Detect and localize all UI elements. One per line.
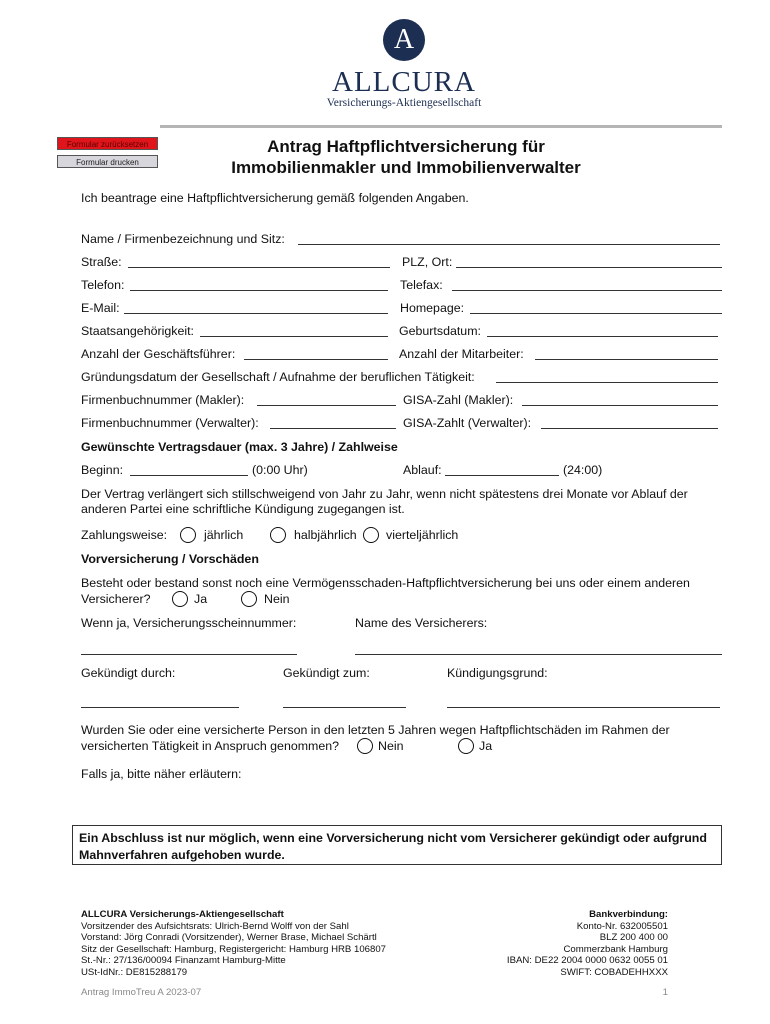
bank-line: SWIFT: COBADEHHXXX xyxy=(560,966,668,978)
schaden-question-line1: Wurden Sie oder eine versicherte Person in den letzten 5 Jahren wegen Haftpflichtschäden im Rahmen der xyxy=(81,723,670,737)
ablauf-time: (24:00) xyxy=(563,463,603,477)
schaden-nein-radio[interactable] xyxy=(357,738,373,754)
kuendigungsgrund-label: Kündigungsgrund: xyxy=(447,666,548,680)
logo-brand: ALLCURA xyxy=(332,66,476,98)
gisa-makler-field[interactable] xyxy=(522,405,718,406)
mitarbeiter-label: Anzahl der Mitarbeiter: xyxy=(399,347,524,361)
telefax-field[interactable] xyxy=(452,290,722,291)
header-divider xyxy=(160,125,722,128)
zahlweise-label: Zahlungsweise: xyxy=(81,528,168,542)
beginn-time: (0:00 Uhr) xyxy=(252,463,308,477)
vorversicherung-nein-label: Nein xyxy=(264,592,290,606)
kuendigungsgrund-field[interactable] xyxy=(447,707,720,708)
vorversicherung-question-line2: Versicherer? xyxy=(81,592,151,606)
schaden-nein-label: Nein xyxy=(378,739,404,753)
gruendung-label: Gründungsdatum der Gesellschaft / Aufnahme der beruflichen Tätigkeit: xyxy=(81,370,475,384)
bank-line: IBAN: DE22 2004 0000 0632 0055 01 xyxy=(506,955,668,967)
notice-box: Ein Abschluss ist nur möglich, wenn eine Vorversicherung nicht vom Versicherer gekündigt oder aufgrund Mahnverfahren aufgehoben wurde. xyxy=(72,825,722,865)
gisa-makler-label: GISA-Zahl (Makler): xyxy=(403,393,514,407)
intro-text: Ich beantrage eine Haftpflichtversicherung gemäß folgenden Angaben. xyxy=(81,191,469,205)
bank-line: Konto-Nr. 632005501 xyxy=(576,920,668,932)
plz-ort-field[interactable] xyxy=(456,267,722,268)
footer-line: USt-IdNr.: DE815288179 xyxy=(81,966,188,978)
strasse-label: Straße: xyxy=(81,255,122,269)
falls-ja-label: Falls ja, bitte näher erläutern: xyxy=(81,767,242,781)
jaehrlich-label: jährlich xyxy=(204,528,244,542)
mitarbeiter-field[interactable] xyxy=(535,359,718,360)
vorversicherung-heading: Vorversicherung / Vorschäden xyxy=(81,552,259,566)
schaden-question-line2: versicherten Tätigkeit in Anspruch genommen? xyxy=(81,739,340,753)
footer-line: Vorsitzender des Aufsichtsrats: Ulrich-Bernd Wolff von der Sahl xyxy=(81,920,349,932)
scheinnummer-label: Wenn ja, Versicherungsscheinnummer: xyxy=(81,616,297,630)
gisa-verwalter-field[interactable] xyxy=(541,428,718,429)
vierteljaehrlich-label: vierteljährlich xyxy=(386,528,459,542)
fbn-makler-label: Firmenbuchnummer (Makler): xyxy=(81,393,245,407)
schaden-ja-radio[interactable] xyxy=(458,738,474,754)
vorversicherung-question-line1: Besteht oder bestand sonst noch eine Vermögensschaden-Haftpflichtversicherung bei uns oder einem anderen xyxy=(81,576,690,590)
zahlweise-halbjaehrlich-radio[interactable] xyxy=(270,527,286,543)
telefax-label: Telefax: xyxy=(400,278,443,292)
footer-bank-info xyxy=(507,909,668,979)
title-line-2: Immobilienmakler und Immobilienverwalter xyxy=(231,158,581,177)
title-line-1: Antrag Haftpflichtversicherung für xyxy=(267,137,545,156)
geburt-label: Geburtsdatum: xyxy=(399,324,481,338)
homepage-field[interactable] xyxy=(470,313,722,314)
halbjaehrlich-label: halbjährlich xyxy=(294,528,357,542)
footer-line: Vorstand: Jörg Conradi (Vorsitzender), Werner Brase, Michael Schärtl xyxy=(81,932,377,944)
logo-subtitle: Versicherungs-Aktiengesellschaft xyxy=(326,97,482,109)
fbn-makler-field[interactable] xyxy=(257,405,396,406)
name-label: Name / Firmenbezeichnung und Sitz: xyxy=(81,232,285,246)
page-number: 1 xyxy=(662,987,668,998)
telefon-field[interactable] xyxy=(130,290,388,291)
footer-company-info xyxy=(81,909,386,979)
gekuendigt-zum-label: Gekündigt zum: xyxy=(283,666,370,680)
vertrag-heading: Gewünschte Vertragsdauer (max. 3 Jahre) / Zahlweise xyxy=(81,440,398,454)
beginn-label: Beginn: xyxy=(81,463,124,477)
geburt-field[interactable] xyxy=(487,336,718,337)
bank-line: BLZ 200 400 00 xyxy=(599,932,668,944)
bank-line: Commerzbank Hamburg xyxy=(563,943,668,955)
fbn-verwalter-label: Firmenbuchnummer (Verwalter): xyxy=(81,416,259,430)
plz-ort-label: PLZ, Ort: xyxy=(402,255,453,269)
telefon-label: Telefon: xyxy=(81,278,125,292)
staat-field[interactable] xyxy=(200,336,388,337)
zahlweise-jaehrlich-radio[interactable] xyxy=(180,527,196,543)
scheinnummer-field[interactable] xyxy=(81,654,297,655)
logo-emblem: A xyxy=(383,19,425,61)
beginn-field[interactable] xyxy=(130,475,248,476)
gekuendigt-durch-label: Gekündigt durch: xyxy=(81,666,176,680)
gisa-verwalter-label: GISA-Zahlt (Verwalter): xyxy=(403,416,532,430)
gf-label: Anzahl der Geschäftsführer: xyxy=(81,347,236,361)
footer-line: Sitz der Gesellschaft: Hamburg, Registergericht: Hamburg HRB 106807 xyxy=(81,943,387,955)
bank-heading: Bankverbindung: xyxy=(589,909,668,920)
verlaengerung-text: Der Vertrag verlängert sich stillschweigend von Jahr zu Jahr, wenn nicht spätestens drei Monate vor Ablauf der anderen Partei eine schriftliche Kündigung zugegangen ist. xyxy=(81,487,688,516)
ablauf-field[interactable] xyxy=(445,475,559,476)
reset-form-button[interactable]: Formular zurücksetzen xyxy=(57,137,158,150)
staat-label: Staatsangehörigkeit: xyxy=(81,324,194,338)
footer-company-name: ALLCURA Versicherungs-Aktiengesellschaft xyxy=(81,909,284,920)
email-label: E-Mail: xyxy=(81,301,120,315)
vorversicherung-nein-radio[interactable] xyxy=(241,591,257,607)
name-field[interactable] xyxy=(298,244,720,245)
gekuendigt-zum-field[interactable] xyxy=(283,707,406,708)
strasse-field[interactable] xyxy=(128,267,390,268)
vorversicherung-ja-radio[interactable] xyxy=(172,591,188,607)
print-form-button[interactable]: Formular drucken xyxy=(57,155,158,168)
document-id: Antrag ImmoTreu A 2023-07 xyxy=(81,987,202,998)
footer-line: St.-Nr.: 27/136/00094 Finanzamt Hamburg-Mitte xyxy=(81,955,286,967)
zahlweise-vierteljaehrlich-radio[interactable] xyxy=(363,527,379,543)
homepage-label: Homepage: xyxy=(400,301,465,315)
vorversicherung-ja-label: Ja xyxy=(194,592,208,606)
versicherer-field[interactable] xyxy=(355,654,722,655)
versicherer-label: Name des Versicherers: xyxy=(355,616,488,630)
gekuendigt-durch-field[interactable] xyxy=(81,707,239,708)
gruendung-field[interactable] xyxy=(496,382,718,383)
gf-field[interactable] xyxy=(244,359,388,360)
schaden-ja-label: Ja xyxy=(479,739,493,753)
page-title xyxy=(200,136,612,178)
email-field[interactable] xyxy=(124,313,388,314)
ablauf-label: Ablauf: xyxy=(403,463,442,477)
fbn-verwalter-field[interactable] xyxy=(270,428,396,429)
